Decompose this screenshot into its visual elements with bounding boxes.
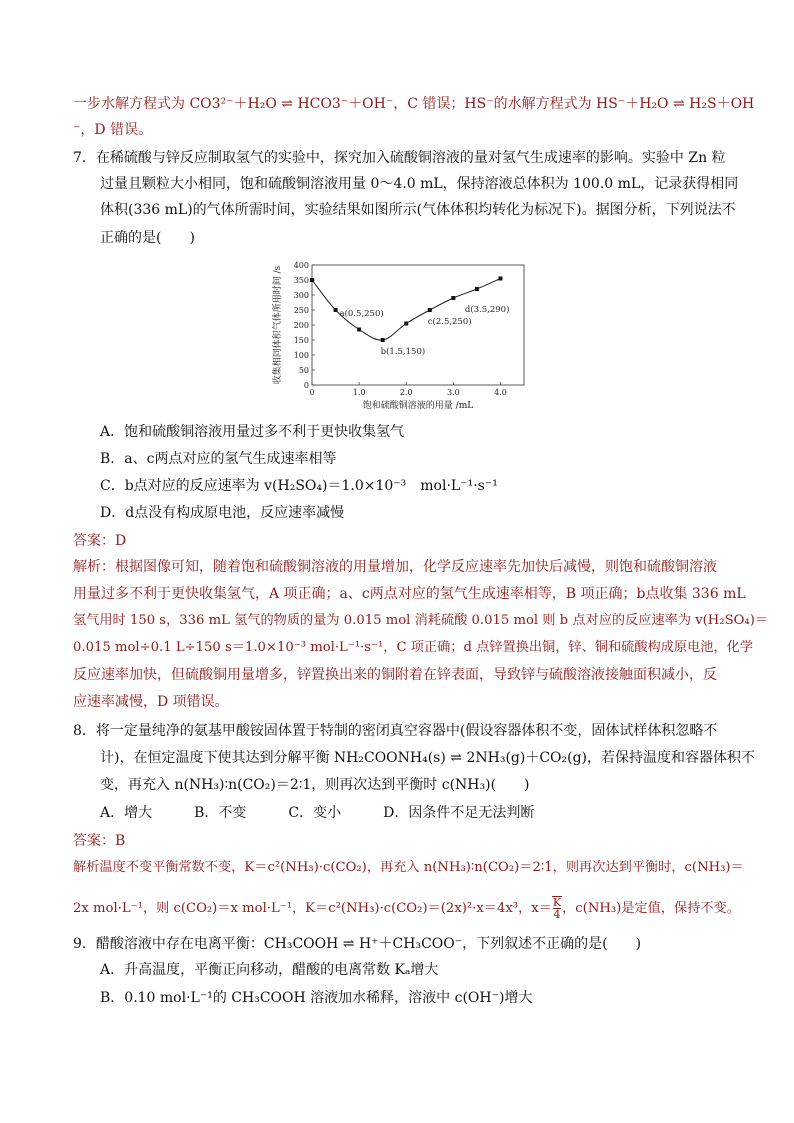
q8-stem: 8．将一定量纯净的氨基甲酸铵固体置于特制的密闭真空容器中(假设容器体积不变，固体试样体积忽略不 [73, 723, 718, 739]
q7-explanation: 0.015 mol÷0.1 L÷150 s＝1.0×10⁻³ mol·L⁻¹·s⁻¹，C 项正确；d 点锌置换出铜，锌、铜和硫酸构成原电池，化学 [73, 640, 754, 655]
data-point [334, 308, 338, 312]
point-annotation: d(3.5,290) [464, 305, 510, 315]
q9-stem: 9．醋酸溶液中存在电离平衡：CH₃COOH ⇌ H⁺＋CH₃COO⁻，下列叙述不正确的是( ) [73, 936, 642, 952]
q7-explanation: 用量过多不利于更快收集氢气，A 项正确；a、c两点对应的氢气生成速率相等，B 项正确；b点收集 336 mL [73, 586, 746, 602]
q7-option-d: D．d点没有构成原电池，反应速率减慢 [100, 505, 345, 521]
x-tick-label: 0 [309, 388, 315, 397]
q7-explanation: 解析：根据图像可知，随着饱和硫酸铜溶液的用量增加，化学反应速率先加快后减慢，则饱和硫酸铜溶液 [73, 559, 717, 575]
y-tick-label: 150 [293, 336, 309, 345]
point-annotation: c(2.5,250) [427, 317, 472, 327]
q8-stem: 计)，在恒定温度下使其达到分解平衡 NH₂COONH₄(s) ⇌ 2NH₃(g)＋CO₂(g)，若保持温度和容器体积不 [100, 750, 756, 766]
y-axis-label: 收集相同体积气体所用时间 /s [273, 265, 283, 385]
data-point [451, 296, 455, 300]
x-tick-label: 1.0 [352, 388, 366, 397]
sqrt-numerator: K [552, 896, 562, 909]
q7-stem: 正确的是( ) [100, 230, 195, 246]
q7-explanation: 应速率减慢，D 项错误。 [73, 694, 229, 710]
q7-option-b: B．a、c两点对应的氢气生成速率相等 [100, 451, 337, 467]
q8-options: A．增大 B．不变 C．变小 D．因条件不足无法判断 [100, 805, 535, 821]
data-point [498, 277, 502, 281]
q9-option-a: A．升高温度，平衡正向移动，醋酸的电离常数 Kₐ增大 [100, 962, 439, 978]
y-tick-label: 400 [293, 261, 309, 270]
y-tick-label: 350 [293, 276, 309, 285]
prev-explanation-line: 一步水解方程式为 CO3²⁻＋H₂O ⇌ HCO3⁻＋OH⁻，C 错误；HS⁻的水解方程式为 HS⁻＋H₂O ⇌ H₂S＋OH [73, 96, 755, 112]
q7-explanation: 氢气用时 150 s，336 mL 氢气的物质的量为 0.015 mol 消耗硫酸 0.015 mol 则 b 点对应的反应速率为 v(H₂SO₄)＝ [73, 613, 769, 628]
data-point [310, 278, 314, 282]
sqrt-denominator: 4 [553, 908, 561, 921]
x-tick-label: 2.0 [399, 388, 413, 397]
q8-explanation-part: ，c(NH₃)是定值，保持不变。 [562, 901, 740, 916]
y-tick-label: 250 [293, 306, 309, 315]
q7-stem: 体积(336 mL)的气体所需时间，实验结果如图所示(气体体积均转化为标况下)。据图分析，下列说法不 [100, 202, 736, 218]
data-point [381, 338, 385, 342]
q8-stem: 变，再充入 n(NH₃)∶n(CO₂)＝2∶1，则再次达到平衡时 c(NH₃)( ) [100, 777, 530, 793]
q8-answer: 答案：B [73, 833, 126, 849]
q7-stem: 7．在稀硫酸与锌反应制取氢气的实验中，探究加入硫酸铜溶液的量对氢气生成速率的影响。实验中 Zn 粒 [73, 150, 726, 166]
data-point [428, 308, 432, 312]
x-tick-label: 3.0 [446, 388, 460, 397]
q7-explanation: 反应速率加快，但硫酸铜用量增多，锌置换出来的铜附着在锌表面，导致锌与硫酸溶液接触面积减小，反 [73, 667, 717, 683]
point-annotation: b(1.5,150) [380, 347, 426, 357]
x-tick-label: 4.0 [494, 388, 507, 397]
q7-answer: 答案：D [73, 533, 127, 549]
q7-stem: 过量且颗粒大小相同，饱和硫酸铜溶液用量 0～4.0 mL，保持溶液总体积为 100.0 mL，记录获得相同 [100, 176, 739, 192]
sqrt-expression [552, 896, 562, 920]
point-annotation: a(0.5,250) [339, 309, 384, 319]
data-point [357, 328, 361, 332]
data-point [404, 322, 408, 326]
q8-explanation-part: 2x mol·L⁻¹，则 c(CO₂)＝x mol·L⁻¹，K＝c²(NH₃)·c(CO₂)＝(2x)²·x＝4x³，x＝ [73, 901, 552, 916]
data-point [475, 287, 479, 291]
plot-frame [312, 265, 524, 385]
q7-chart [262, 257, 532, 415]
q7-option-c: C．b点对应的反应速率为 v(H₂SO₄)＝1.0×10⁻³ mol·L⁻¹·s⁻¹ [100, 478, 498, 494]
q7-option-a: A．饱和硫酸铜溶液用量过多不利于更快收集氢气 [100, 424, 405, 440]
y-tick-label: 0 [303, 381, 309, 390]
y-tick-label: 100 [293, 351, 309, 360]
y-tick-label: 50 [298, 366, 309, 375]
y-tick-label: 300 [293, 291, 309, 300]
q8-explanation [73, 896, 740, 920]
q9-option-b: B．0.10 mol·L⁻¹的 CH₃COOH 溶液加水稀释，溶液中 c(OH⁻)增大 [100, 990, 533, 1006]
prev-explanation-line: ⁻，D 错误。 [73, 122, 153, 138]
x-axis-label: 饱和硫酸铜溶液的用量 /mL [362, 401, 474, 411]
q8-explanation: 解析温度不变平衡常数不变，K＝c²(NH₃)·c(CO₂)，再充入 n(NH₃)∶n(CO₂)＝2∶1，则再次达到平衡时，c(NH₃)＝ [73, 860, 744, 875]
y-tick-label: 200 [293, 321, 309, 330]
